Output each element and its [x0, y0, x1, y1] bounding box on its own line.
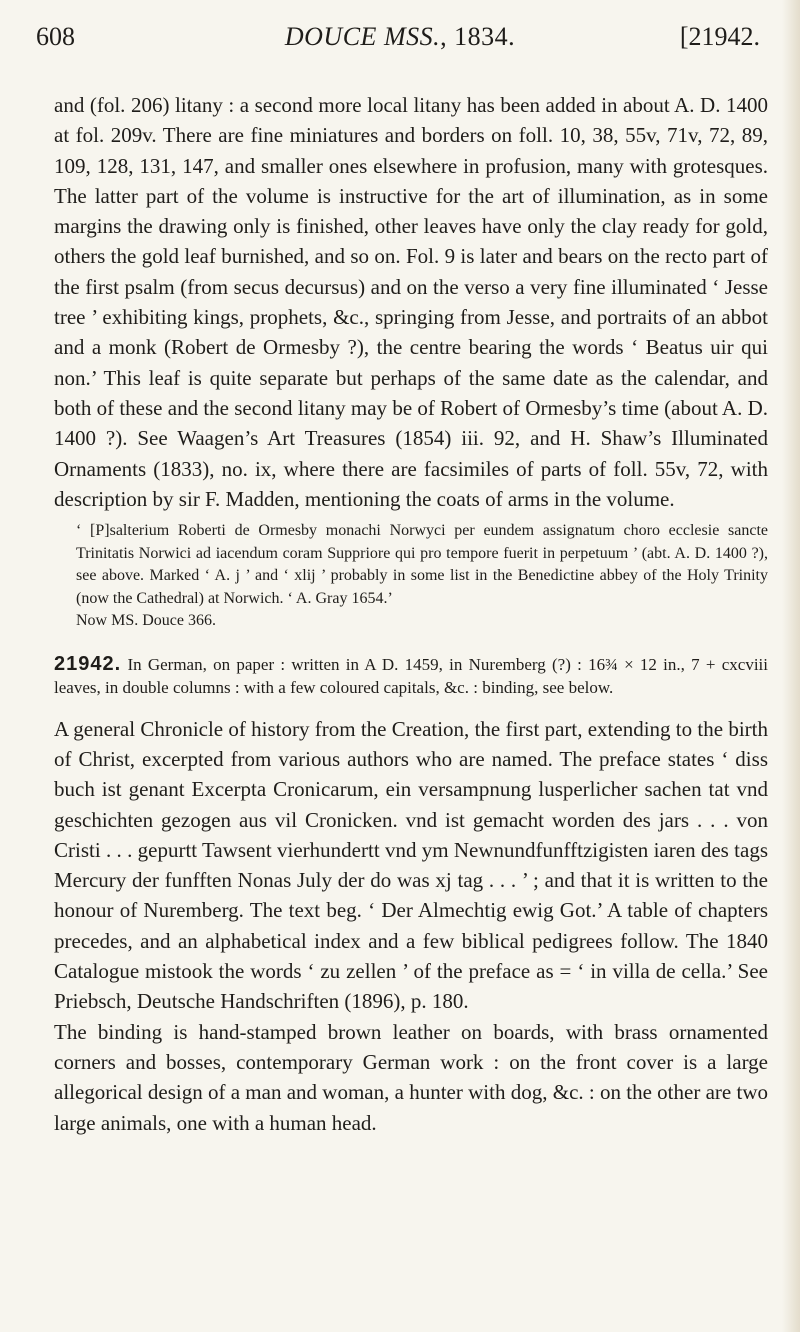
paragraph-3: The binding is hand-stamped brown leather on boards, with brass ornamented corners and bosses, contemporary German work : on the front cover is a large allegorical design of a man and woman, a hunter with dog, &c. : on the other are two large animals, one with a human head.: [54, 1019, 768, 1135]
paragraph-2: A general Chronicle of history from the Creation, the first part, extending to the birth of Christ, excerpted from various authors who are named. The preface states ‘ diss buch ist genant Excerpta Cronicarum, ein versampnung lusperlicher sachen tat vnd geschichten gezogen aus vil Cronicken. vnd ist gemacht worden des jars . . . von Cristi . . . gepurtt Tawsent vierhundertt vnd ym Newnundfunfftzigisten iaren des tags Mercury der funfften Nonas July der do was xj tag . . . ’ ; and that it is written to the honour of Nuremberg. The text beg. ‘ Der Almechtig ewig Got.’ A table of chapters precedes, and an alphabetical index and a few biblical pedigrees follow. The 1840 Catalogue mistook the words ‘ zu zellen ’ of the preface as = ‘ in villa de cella.’ See Priebsch, Deutsche Handschriften (1896), p. 180.: [54, 716, 768, 1014]
footnote-shelfmark: Now MS. Douce 366.: [76, 612, 216, 630]
entry-number: 21942.: [54, 652, 122, 675]
title-name: DOUCE: [284, 22, 377, 51]
entry-reference: [21942.: [679, 22, 760, 51]
catalogue-entry: [54, 653, 768, 700]
paragraph-1: and (fol. 206) litany : a second more local litany has been added in about A. D. 1400 at fol. 209v. There are fine miniatures and borders on foll. 10, 38, 55v, 71v, 72, 89, 109, 128, 131, 147, and smaller ones elsewhere in profusion, many with grotesques. The latter part of the volume is instructive for the art of illumination, as in some margins the drawing only is finished, other leaves have only the clay ready for gold, others the gold leaf burnished, and so on. Fol. 9 is later and bears on the recto part of the first psalm (from secus decursus) and on the verso a very fine illuminated ‘ Jesse tree ’ exhibiting kings, prophets, &c., springing from Jesse, and portraits of an abbot and a monk (Robert de Ormesby ?), the centre bearing the words ‘ Beatus uir qui non.’ This leaf is quite separate but perhaps of the same date as the calendar, and both of these and the second litany may be of Robert of Ormesby’s time (about A. D. 1400 ?). See Waagen’s Art Treasures (1854) iii. 92, and H. Shaw’s Illuminated Ornaments (1833), no. ix, where there are facsimiles of parts of foll. 55v, 72, with description by sir F. Madden, mentioning the coats of arms in the volume.: [54, 93, 768, 511]
page-edge-shadow: [782, 0, 800, 1332]
entry-description: In German, on paper : written in A D. 1459, in Nuremberg (?) : 16¾ × 12 in., 7 + cxcviii leaves, in double columns : with a few coloured capitals, &c. : binding, see below.: [54, 654, 769, 698]
body-text: [54, 90, 768, 1138]
title-year: , 1834.: [440, 22, 516, 51]
footnote-inscription: ‘ [P]salterium Roberti de Ormesby monachi Norwyci per eundem assignatum choro ecclesie sancte Trinitatis Norwici ad iacendum coram Suppriore qui pro tempore fuerit in perpetuum ’ (abt. A. D. 1400 ?), see above. Marked ‘ A. j ’ and ‘ xlij ’ probably in some list in the Benedictine abbey of the Holy Trinity (now the Cathedral) at Norwich. ‘ A. Gray 1654.’: [76, 522, 768, 607]
title-mss: MSS.: [383, 22, 441, 51]
page-number: 608: [36, 22, 75, 51]
running-header: [0, 10, 800, 62]
